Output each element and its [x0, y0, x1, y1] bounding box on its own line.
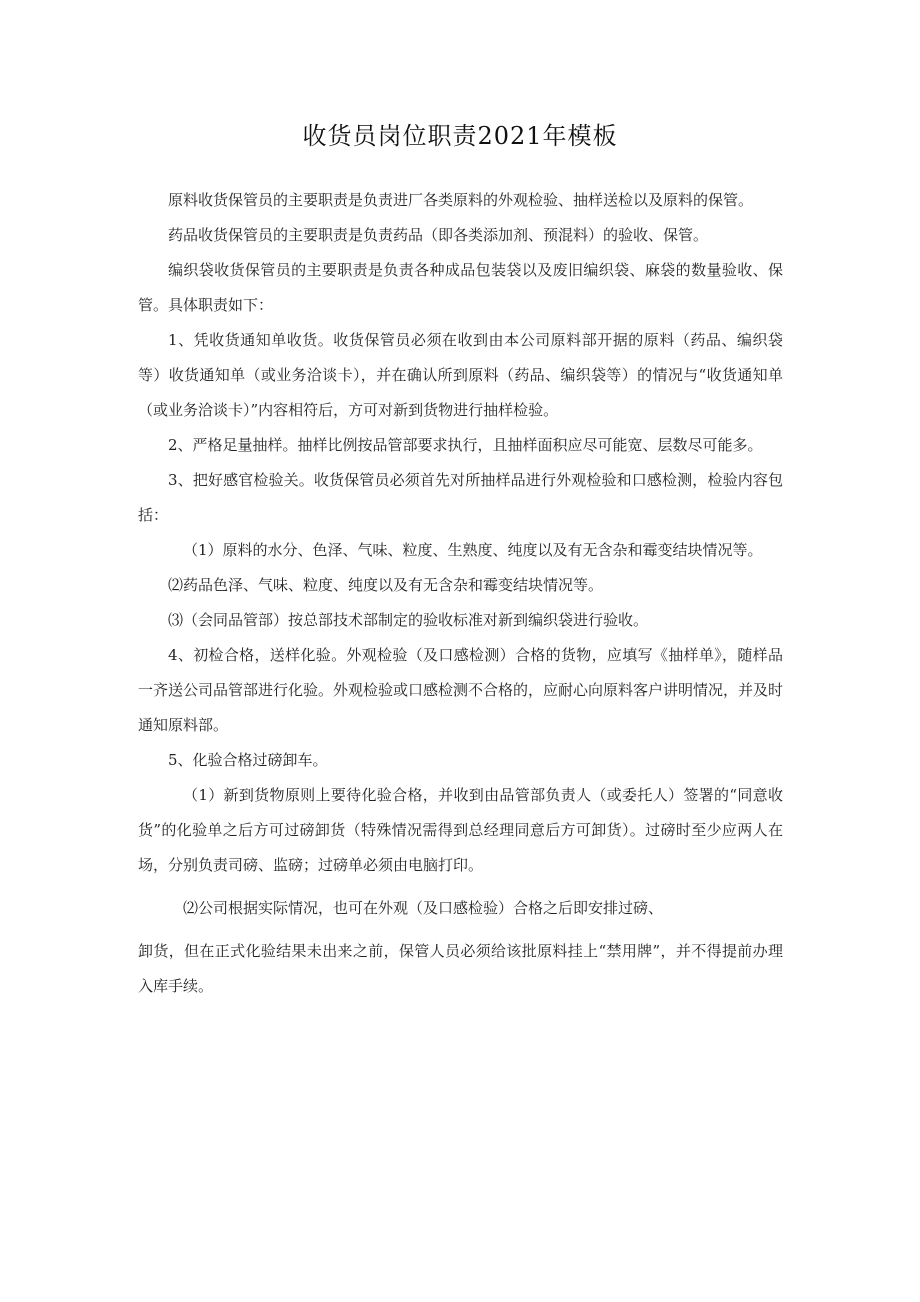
paragraph-bag-keeper: 编织袋收货保管员的主要职责是负责各种成品包装袋以及废旧编织袋、麻袋的数量验收、保管。具体职责如下：	[138, 261, 783, 314]
paragraph-raw-material-keeper: 原料收货保管员的主要职责是负责进厂各类原料的外观检验、抽样送检以及原料的保管。	[168, 191, 754, 209]
paragraph-duty-2: 2、严格足量抽样。抽样比例按品管部要求执行，且抽样面积应尽可能宽、层数尽可能多。	[168, 436, 763, 454]
paragraph-duty-5-item-2-continued: 卸货，但在正式化验结果未出来之前，保管人员必须给该批原料挂上“禁用牌”，并不得提前办理入库手续。	[138, 942, 783, 995]
document-body	[138, 183, 783, 1004]
paragraph-duty-3-item-3: ⑶（会同品管部）按总部技术部制定的验收标准对新到编织袋进行验收。	[168, 611, 649, 629]
paragraph-duty-3-item-1: （1）原料的水分、色泽、气味、粒度、生熟度、纯度以及有无含杂和霉变结块情况等。	[183, 541, 763, 559]
paragraph-duty-5: 5、化验合格过磅卸车。	[168, 751, 328, 769]
paragraph-drug-keeper: 药品收货保管员的主要职责是负责药品（即各类添加剂、预混料）的验收、保管。	[168, 226, 709, 244]
paragraph-duty-3-item-2: ⑵药品色泽、气味、粒度、纯度以及有无含杂和霉变结块情况等。	[168, 576, 604, 594]
paragraph-duty-5-item-1: （1）新到货物原则上要待化验合格，并收到由品管部负责人（或委托人）签署的“同意收货”的化验单之后方可过磅卸货（特殊情况需得到总经理同意后方可卸货）。过磅时至少应两人在场，分别负责司磅、监磅；过磅单必须由电脑打印。	[138, 786, 783, 874]
paragraph-duty-4: 4、初检合格，送样化验。外观检验（及口感检测）合格的货物，应填写《抽样单》，随样品一齐送公司品管部进行化验。外观检验或口感检测不合格的，应耐心向原料客户讲明情况，并及时通知原料部。	[138, 646, 784, 734]
paragraph-duty-5-item-2: ⑵公司根据实际情况，也可在外观（及口感检验）合格之后即安排过磅、	[183, 899, 664, 917]
paragraph-duty-3: 3、把好感官检验关。收货保管员必须首先对所抽样品进行外观检验和口感检测，检验内容包括：	[138, 471, 783, 524]
document-title: 收货员岗位职责2021年模板	[302, 122, 618, 150]
paragraph-duty-1: 1、凭收货通知单收货。收货保管员必须在收到由本公司原料部开据的原料（药品、编织袋等）收货通知单（或业务洽谈卡），并在确认所到原料（药品、编织袋等）的情况与“收货通知单（或业务洽谈卡）”内容相符后，方可对新到货物进行抽样检验。	[138, 331, 783, 419]
